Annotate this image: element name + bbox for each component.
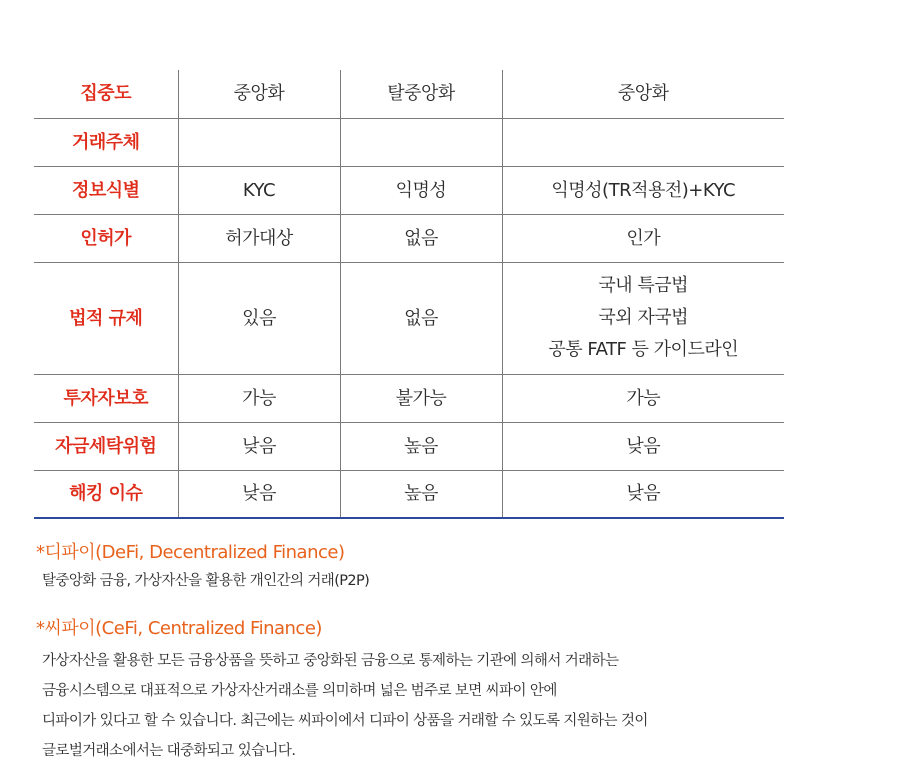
comparison-table-container <box>34 20 784 519</box>
traditional-finance-cell: 허가대상 <box>178 214 340 262</box>
row-label: 해킹 이슈 <box>34 470 178 518</box>
cefi-cell <box>502 374 784 422</box>
defi-cell: 높음 <box>340 470 502 518</box>
cefi-cell-line: 중앙화 <box>617 83 669 105</box>
traditional-finance-cell: 중앙화 <box>178 70 340 118</box>
cefi-cell-line: 공통 FATF 등 가이드라인 <box>548 339 739 360</box>
cefi-cell <box>502 214 784 262</box>
footnotes <box>36 538 856 766</box>
cefi-note-line: 디파이가 있다고 할 수 있습니다. 최근에는 씨파이에서 디파이 상품을 거래할 수 있도록 지원하는 것이 <box>42 713 648 729</box>
table-header-row <box>34 20 784 70</box>
traditional-finance-cell: 가능 <box>178 374 340 422</box>
row-label: 거래주체 <box>34 118 178 166</box>
cefi-cell-line: 익명성(TR적용전)+KYC <box>551 179 736 201</box>
cefi-cell <box>502 422 784 470</box>
defi-cell: 없음 <box>340 262 502 374</box>
table-row <box>34 422 784 470</box>
row-label: 자금세탁위험 <box>34 422 178 470</box>
table-row <box>34 166 784 214</box>
defi-note-text: 탈중앙화 금융, 가상자산을 활용한 개인간의 거래(P2P) <box>42 573 370 589</box>
cefi-cell-line: 국외 자국법 <box>598 307 689 328</box>
table-row <box>34 470 784 518</box>
table-row <box>34 214 784 262</box>
header-traditional-finance: 제도권금융 <box>178 20 340 70</box>
row-label: 인허가 <box>34 214 178 262</box>
table-row <box>34 262 784 374</box>
cefi-note-line: 금융시스템으로 대표적으로 가상자산거래소를 의미하며 넓은 범주로 보면 씨파이 안에 <box>42 683 557 699</box>
cefi-cell-line: 낮음 <box>626 435 661 457</box>
cefi-note-title: *씨파이(CeFi, Centralized Finance) <box>36 618 322 639</box>
header-cefi: 씨파이(CeFi)* <box>585 36 702 57</box>
table-row <box>34 70 784 118</box>
cefi-cell-line: 국내 특금법 <box>598 275 689 296</box>
defi-cell: 불가능 <box>340 374 502 422</box>
cefi-cell <box>502 70 784 118</box>
row-label: 투자자보호 <box>34 374 178 422</box>
cefi-cell <box>502 262 784 374</box>
traditional-finance-cell: 낮음 <box>178 470 340 518</box>
defi-note-title: *디파이(DeFi, Decentralized Finance) <box>36 542 345 563</box>
cefi-note-line: 글로벌거래소에서는 대중화되고 있습니다. <box>42 743 296 759</box>
cefi-cell <box>502 118 784 166</box>
comparison-table <box>34 20 784 519</box>
cefi-cell <box>502 470 784 518</box>
traditional-finance-cell: KYC <box>178 166 340 214</box>
defi-cell: 높음 <box>340 422 502 470</box>
table-row <box>34 374 784 422</box>
cefi-cell-line: 가능 <box>626 387 661 409</box>
cefi-note-line: 가상자산을 활용한 모든 금융상품을 뜻하고 중앙화된 금융으로 통제하는 기관에 의해서 거래하는 <box>42 653 619 669</box>
defi-cell: 익명성 <box>340 166 502 214</box>
traditional-finance-cell: 있음 <box>178 262 340 374</box>
cefi-cell <box>502 166 784 214</box>
row-label: 정보식별 <box>34 166 178 214</box>
table-row <box>34 118 784 166</box>
cefi-cell-line: 낮음 <box>626 483 661 505</box>
defi-cell: 탈중앙화 <box>340 70 502 118</box>
defi-cell <box>340 118 502 166</box>
traditional-finance-cell: 낮음 <box>178 422 340 470</box>
header-category: 구 분 <box>34 20 178 70</box>
cefi-note-text <box>36 646 856 766</box>
row-label: 법적 규제 <box>34 262 178 374</box>
traditional-finance-cell <box>178 118 340 166</box>
row-label: 집중도 <box>34 70 178 118</box>
defi-cell: 없음 <box>340 214 502 262</box>
header-defi: 디파이(DeFi)* <box>340 20 502 70</box>
cefi-cell-line: 인가 <box>626 227 661 249</box>
